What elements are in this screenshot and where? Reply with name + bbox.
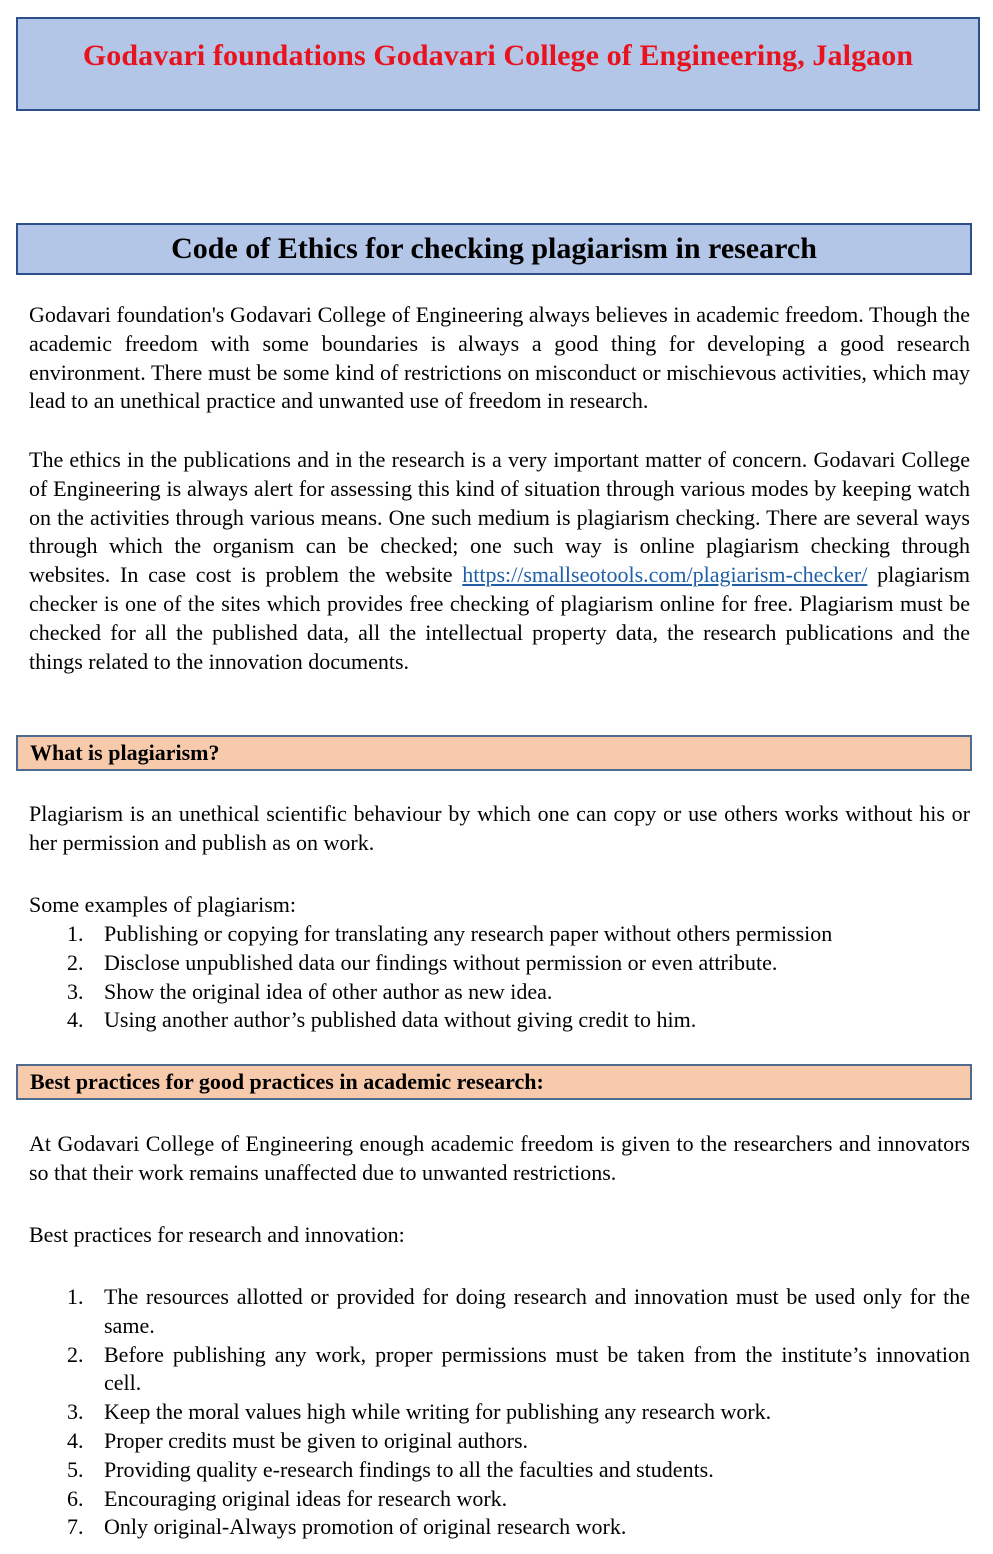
list-item-text: Using another author’s published data without giving credit to him. bbox=[104, 1007, 697, 1033]
section-heading-box bbox=[16, 1064, 972, 1100]
plagiarism-checker-link[interactable]: https://smallseotools.com/plagiarism-checker/ bbox=[462, 562, 868, 588]
list-number: 4. bbox=[67, 1007, 84, 1033]
best-practices-list-intro: Best practices for research and innovation: bbox=[29, 1222, 405, 1247]
best-practices-intro: At Godavari College of Engineering enough academic freedom is given to the researchers and innovators so that their work remains unaffected due to unwanted restrictions. bbox=[29, 1131, 970, 1185]
section-heading: Best practices for good practices in academic research: bbox=[30, 1069, 544, 1094]
list-number: 7. bbox=[67, 1514, 84, 1540]
intro-paragraph-1: Godavari foundation's Godavari College of Engineering always believes in academic freedom. Though the academic freedom with some boundaries is always a good thing for developing a good research environment. There must be some kind of restrictions on misconduct or mischievous activities, which may lead to an unethical practice and unwanted use of freedom in research. bbox=[29, 302, 970, 414]
list-item bbox=[29, 978, 970, 1007]
list-item-text: Proper credits must be given to original authors. bbox=[104, 1427, 529, 1453]
list-number: 5. bbox=[67, 1456, 84, 1482]
institution-header bbox=[16, 17, 980, 111]
list-item-text: Publishing or copying for translating any research paper without others permission bbox=[104, 921, 833, 946]
plagiarism-examples-list bbox=[29, 920, 970, 1035]
intro-paragraph-2 bbox=[29, 446, 970, 676]
list-item bbox=[29, 1006, 970, 1035]
list-item bbox=[29, 1456, 970, 1485]
list-number: 1. bbox=[67, 1284, 84, 1309]
list-number: 6. bbox=[67, 1485, 84, 1511]
plagiarism-definition: Plagiarism is an unethical scientific behaviour by which one can copy or use others works without his or her permission and publish as on work. bbox=[29, 801, 970, 855]
list-item bbox=[29, 1341, 970, 1399]
list-item-text: Only original-Always promotion of original research work. bbox=[104, 1514, 627, 1540]
list-item-text: Show the original idea of other author as new idea. bbox=[104, 978, 553, 1004]
list-number: 3. bbox=[67, 1399, 84, 1425]
list-item-text: Keep the moral values high while writing for publishing any research work. bbox=[104, 1399, 772, 1425]
examples-intro: Some examples of plagiarism: bbox=[29, 892, 296, 917]
list-item-text: Disclose unpublished data our findings without permission or even attribute. bbox=[104, 949, 778, 975]
best-practices-list bbox=[29, 1283, 970, 1542]
list-number: 3. bbox=[67, 978, 84, 1004]
list-item bbox=[29, 1427, 970, 1456]
institution-title: Godavari foundations Godavari College of Engineering, Jalgaon bbox=[82, 39, 914, 72]
list-item bbox=[29, 1398, 970, 1427]
list-number: 1. bbox=[67, 921, 84, 946]
section-heading-box bbox=[16, 735, 972, 771]
list-item-text: Encouraging original ideas for research work. bbox=[104, 1485, 508, 1511]
list-item bbox=[29, 1283, 970, 1341]
document-title: Code of Ethics for checking plagiarism in research bbox=[171, 232, 817, 265]
list-item-text: Before publishing any work, proper permissions must be taken from the institute’s innovation cell. bbox=[104, 1341, 970, 1396]
list-item bbox=[29, 920, 970, 949]
list-item bbox=[29, 949, 970, 978]
list-item bbox=[29, 1513, 970, 1542]
list-number: 2. bbox=[67, 1341, 84, 1367]
section-heading: What is plagiarism? bbox=[30, 740, 220, 765]
list-item-text: Providing quality e-research findings to all the faculties and students. bbox=[104, 1456, 714, 1482]
list-number: 2. bbox=[67, 949, 84, 975]
list-item-text: The resources allotted or provided for doing research and innovation must be used only for the same. bbox=[104, 1284, 970, 1338]
document-title-box bbox=[16, 223, 972, 275]
intro-paragraph-2-text-b: plagiarism checker is one of the sites which provides free checking of plagiarism online for free. Plagiarism must be checked for all the published data, all the intellectual property data, the research publications and the things related to the innovation documents. bbox=[29, 562, 970, 674]
list-number: 4. bbox=[67, 1427, 84, 1453]
intro-paragraph-2-text-a: The ethics in the publications and in the research is a very important matter of concern. Godavari College of Engineering is always alert for assessing this kind of situation through various modes by keeping watch on the activities through various means. One such medium is plagiarism checking. There are several ways through which the organism can be checked; one such way is online plagiarism checking through websites. In case cost is problem the website bbox=[29, 447, 970, 588]
list-item bbox=[29, 1485, 970, 1514]
